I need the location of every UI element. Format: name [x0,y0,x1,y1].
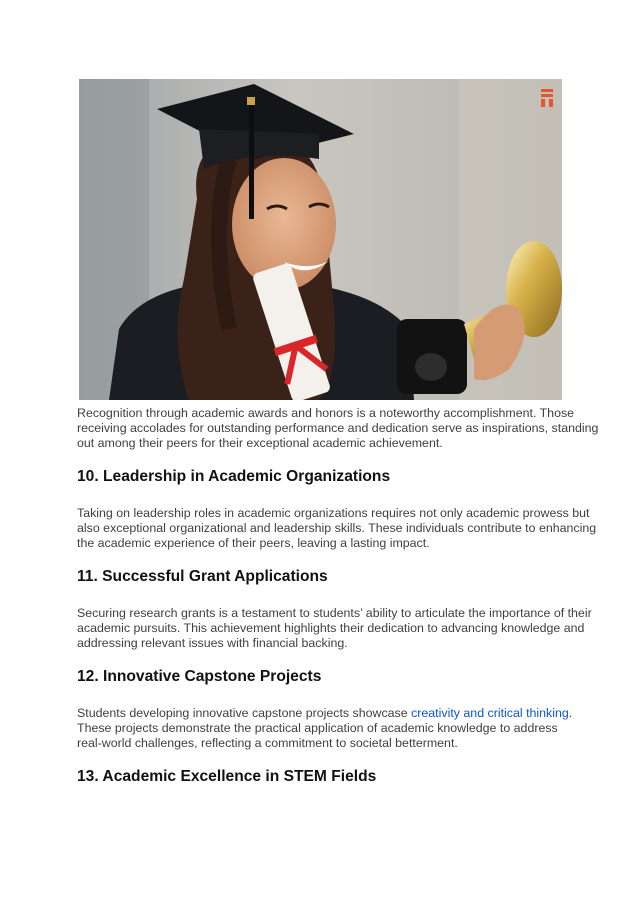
paragraph-line: Recognition through academic awards and honors is a noteworthy accomplishment. Those [77,406,575,420]
section-paragraph-10 [77,506,596,552]
graduate-photo [79,79,562,400]
paragraph-line: academic pursuits. This achievement highlights their dedication to advancing knowledge and [77,621,585,636]
line-text: . [568,706,573,720]
paragraph-line: addressing relevant issues with financial backing. [77,636,348,651]
paragraph-line: the academic experience of their peers, leaving a lasting impact. [77,536,430,551]
paragraph-line [77,706,572,721]
section-heading-11: 11. Successful Grant Applications [77,568,328,585]
paragraph-line: receiving accolades for outstanding performance and dedication serve as inspirations, standing [77,421,599,436]
paragraph-line: out among their peers for their exceptional academic achievement. [77,436,443,451]
paragraph-line: also exceptional organizational and leadership skills. These individuals contribute to enhancing [77,521,597,536]
line-text: Students developing innovative capstone projects showcase [77,706,412,720]
section-heading-12: 12. Innovative Capstone Projects [77,668,322,685]
section-heading-10: 10. Leadership in Academic Organizations [77,468,391,485]
section-paragraph-11 [77,606,592,652]
section-paragraph-12 [77,706,572,752]
intro-paragraph [77,406,598,452]
paragraph-line: real-world challenges, reflecting a commitment to societal betterment. [77,736,458,751]
section-heading-13: 13. Academic Excellence in STEM Fields [77,768,377,785]
paragraph-line: Securing research grants is a testament to students’ ability to articulate the importance of their [77,606,592,620]
creativity-critical-thinking-link[interactable]: creativity and critical thinking [411,706,569,720]
paragraph-line: These projects demonstrate the practical application of academic knowledge to address [77,721,558,736]
paragraph-line: Taking on leadership roles in academic organizations requires not only academic prowess but [77,506,590,520]
